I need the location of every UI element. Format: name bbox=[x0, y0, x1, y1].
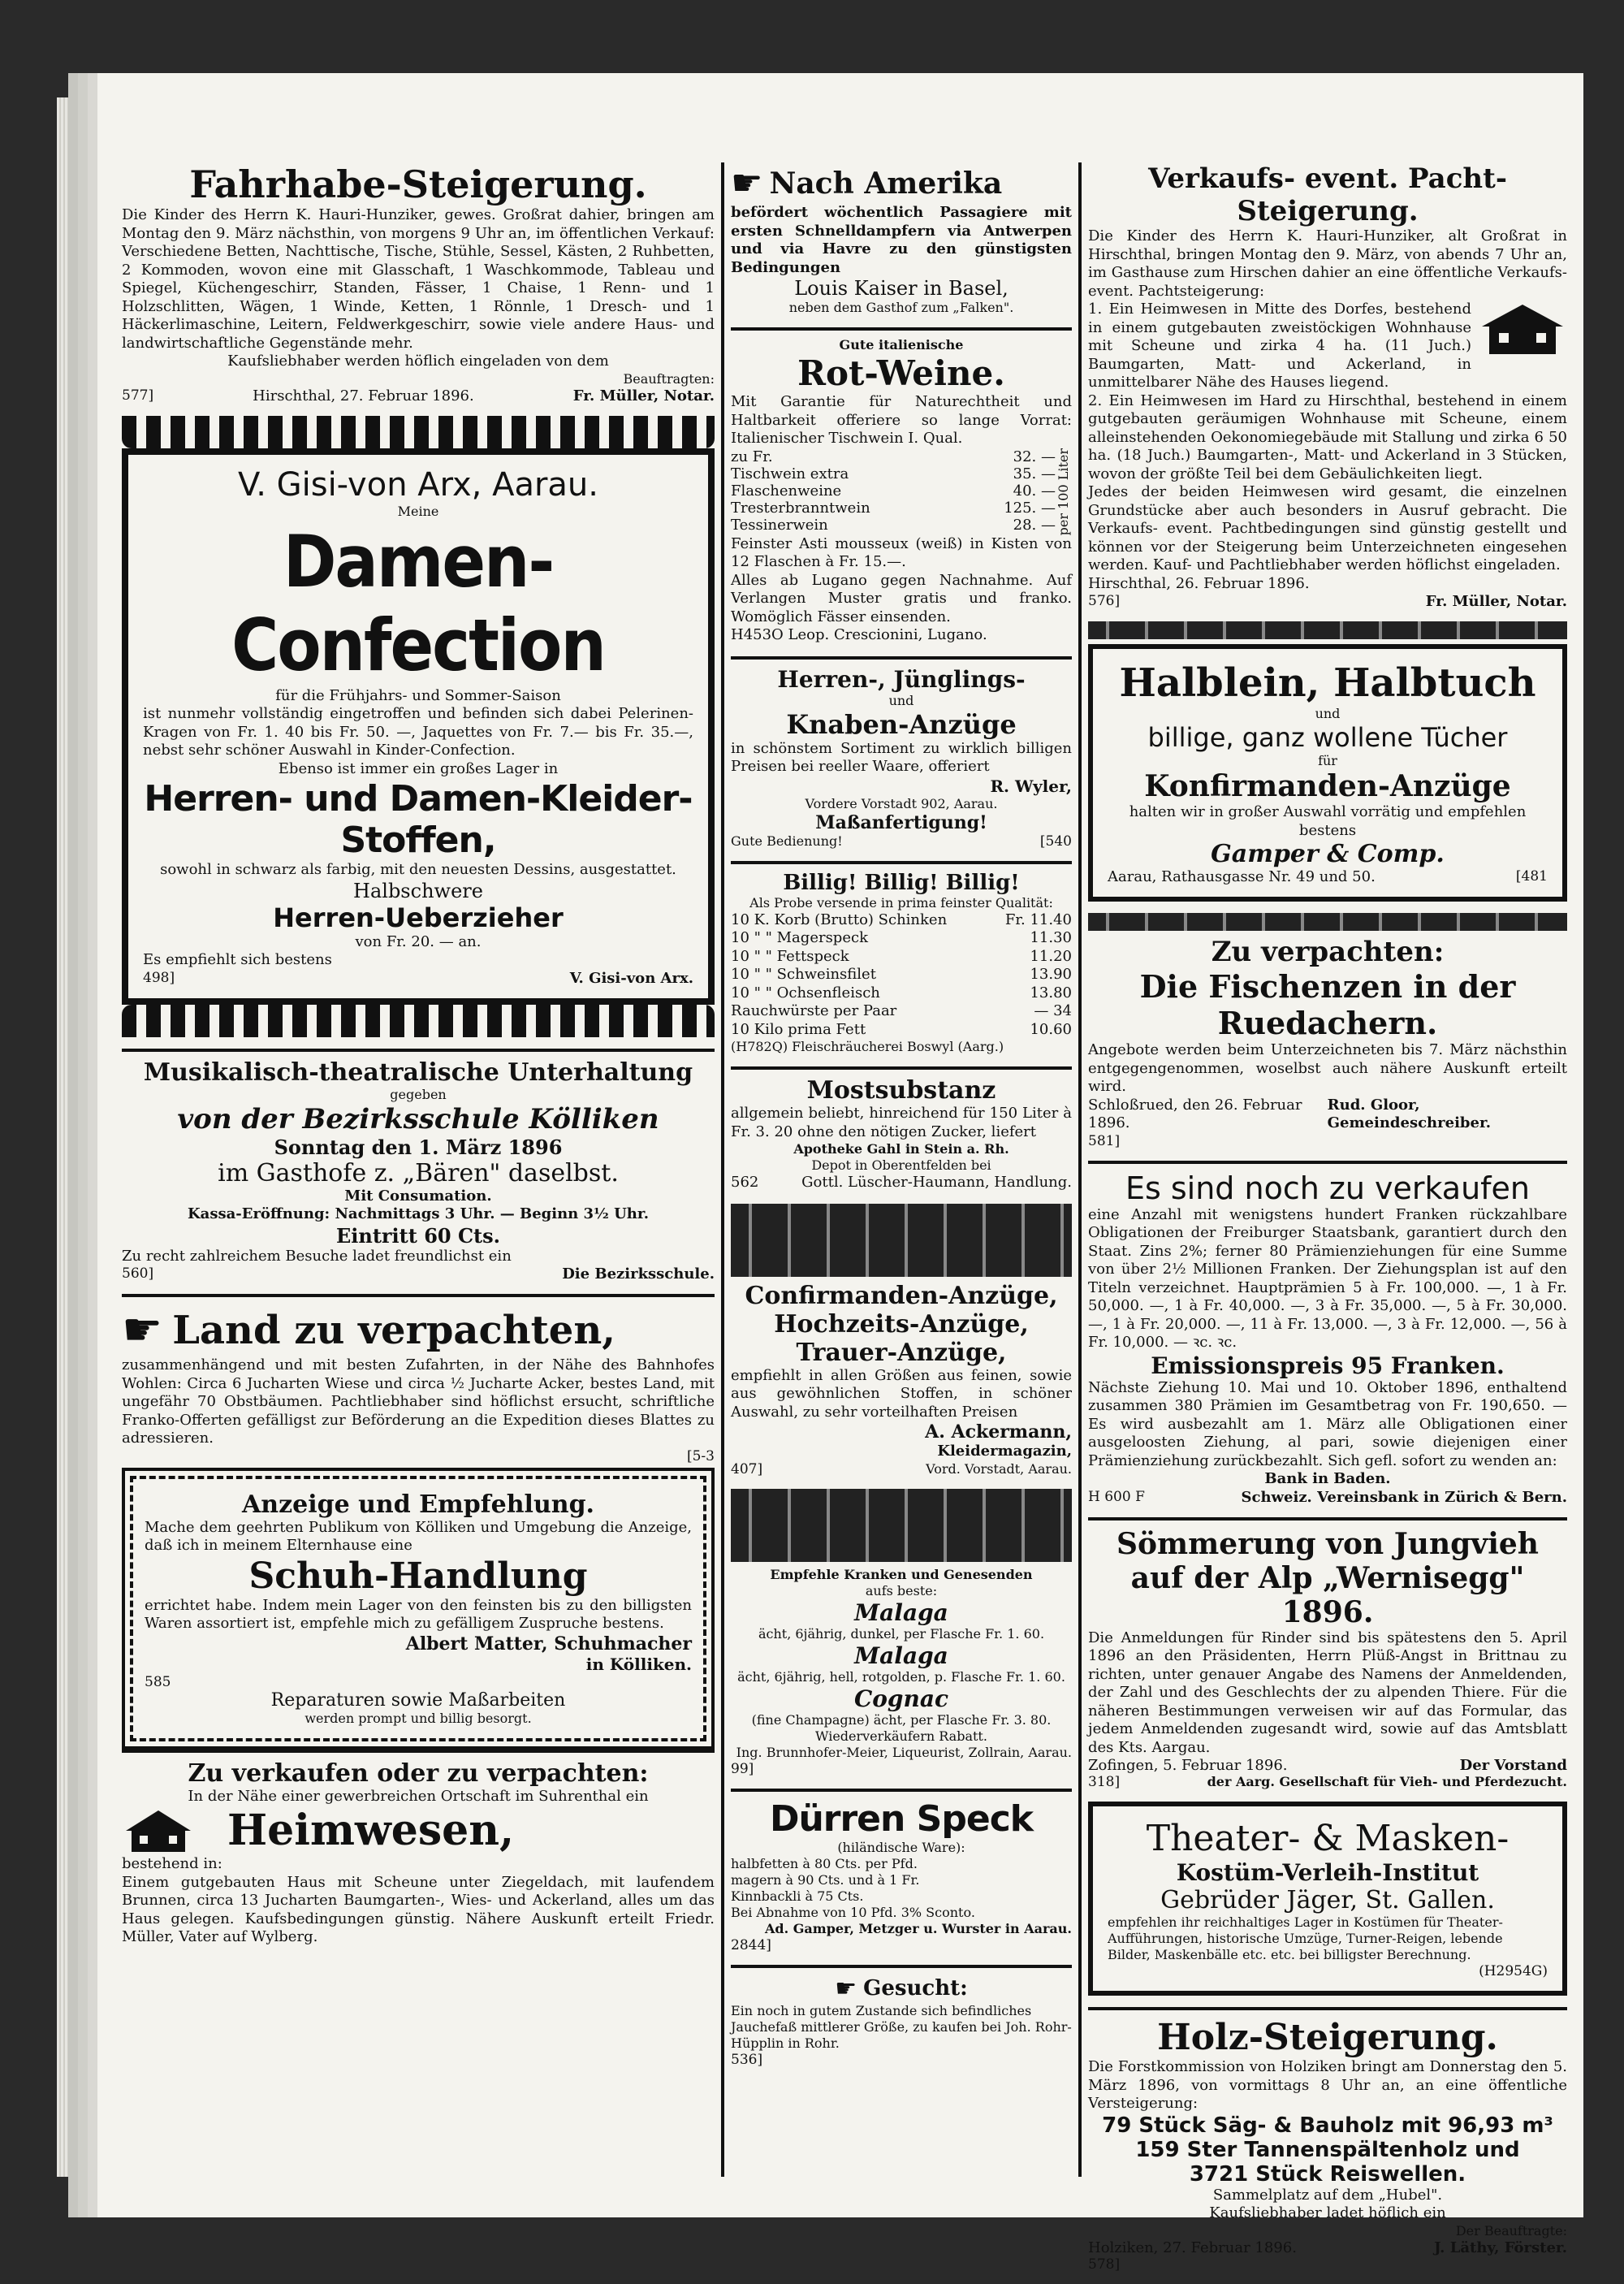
pointing-hand-icon: ☛ bbox=[835, 1974, 857, 2003]
issue-price: Emissionspreis 95 Franken. bbox=[1151, 1352, 1505, 1379]
ad-text: Mache dem geehrten Publikum von Kölliken und Umgebung die Anzeige, daß ich in meinem Elternhause eine bbox=[145, 1518, 692, 1554]
ad-malaga bbox=[731, 1567, 1072, 1777]
decorative-header-band bbox=[122, 416, 715, 448]
firm-address: Vord. Vorstadt, Aarau. bbox=[926, 1460, 1072, 1477]
ad-text: Mit Garantie für Naturechtheit und Haltbarkeit offeriere so lange Vorrat: Italienischer Tischwein I. Qual. bbox=[731, 393, 1072, 447]
ad-gamper-halblein bbox=[1088, 644, 1567, 902]
agent-label: Der Beauftragte: bbox=[1455, 2222, 1567, 2239]
place-date: Holziken, 27. Februar 1896. bbox=[1088, 2239, 1297, 2256]
divider bbox=[1088, 1161, 1567, 1164]
ad-text-2: Nächste Ziehung 10. Mai und 10. Oktober 1896, enthaltend zusammen 380 Prämien im Gesamtbetrag von Fr. 190,650. — Es wird ausbezahlt am 1. März alle Obligationen einer ausgeloosten Ziehung, al pari, sowie diejenigen einer Prämienziehung zurückbezahlt. Sich gefl. sofort zu wenden an: bbox=[1088, 1378, 1567, 1469]
fuer-label: für bbox=[1318, 753, 1337, 768]
decorative-footer-band bbox=[122, 1005, 715, 1037]
newspaper-page bbox=[97, 73, 1583, 2273]
ad-title: Die Fischenzen in der Ruedachern. bbox=[1139, 968, 1516, 1041]
ad-subtitle: Als Probe versende in prima feinster Qualität: bbox=[749, 894, 1053, 911]
ad-text: halten wir in großer Auswahl vorrätig und empfehlen bestens bbox=[1129, 803, 1527, 839]
consumation: Mit Consumation. bbox=[344, 1187, 492, 1205]
terms: Jedes der beiden Heimwesen wird gesamt, die einzelnen Grundstücke aber auch besonders in Ausruf gebracht. Die Verkaufs- event. Pachtbedingungen sind günstig gestellt und können vor der Steigerung beim Unterzeichneten eingesehen werden. Kauf- und Pachtliebhaber werden höflichst eingeladen. bbox=[1088, 483, 1567, 573]
invite-line: Zu recht zahlreichem Besuche ladet freundlichst ein bbox=[122, 1247, 512, 1265]
signature-place: in Kölliken. bbox=[585, 1654, 692, 1674]
ad-text: Ein noch in gutem Zustande sich befindliches Jauchefaß mittlerer Größe, zu kaufen bei Joh. Rohr-Hüpplin in Rohr. bbox=[731, 2002, 1072, 2051]
firm-address: neben dem Gasthof zum „Falken". bbox=[788, 300, 1014, 315]
consisting-label: bestehend in: bbox=[122, 1855, 222, 1872]
halbschwere-label: Halbschwere bbox=[353, 879, 483, 902]
season-line: für die Frühjahrs- und Sommer-Saison bbox=[275, 686, 561, 704]
ad-text-2: Ebenso ist immer ein großes Lager in bbox=[278, 759, 559, 777]
made-to-measure: Maßanfertigung! bbox=[815, 811, 987, 833]
firm-name: Gebrüder Jäger, St. Gallen. bbox=[1160, 1886, 1495, 1914]
headline-heimwesen: Heimwesen, bbox=[227, 1806, 515, 1855]
ad-number: 576] bbox=[1088, 593, 1121, 609]
ad-title-2: auf der Alp „Wernisegg" 1896. bbox=[1130, 1560, 1525, 1629]
product-desc: ächt, 6jährig, dunkel, per Flasche Fr. 1. 60. bbox=[758, 1625, 1045, 1642]
discount-line: Bei Abnahme von 10 Pfd. 3% Sconto. bbox=[731, 1904, 975, 1920]
ad-title: Theater- & Masken- bbox=[1146, 1818, 1510, 1859]
ad-number: 536] bbox=[731, 2051, 763, 2068]
headline-damen-confection: Damen-Confection bbox=[231, 519, 605, 687]
ad-text: befördert wöchentlich Passagiere mit ersten Schnelldampfern via Antwerpen und via Havre zu den günstigsten Bedingungen bbox=[731, 204, 1072, 276]
list-item: Tessinerwein 28. — bbox=[731, 516, 1056, 534]
decorative-ornament-band bbox=[731, 1489, 1072, 1562]
ad-title: Fahrhabe-Steigerung. bbox=[189, 162, 647, 206]
ad-title: Musikalisch-theatralische Unterhaltung bbox=[143, 1058, 693, 1087]
ad-text: ist nunmehr vollständig eingetroffen und befinden sich dabei Pelerinen-Kragen von Fr. 1. 40 bis Fr. 50. —, Jaquettes von Fr. 7.— bis Fr. 35.—, nebst sehr schöner Auswahl in Kinder-Confection. bbox=[143, 705, 693, 759]
price-line: von Fr. 20. — an. bbox=[355, 932, 482, 950]
product-malaga: Malaga bbox=[854, 1598, 948, 1626]
list-item: 10 Kilo prima Fett 10.60 bbox=[731, 1020, 1072, 1038]
ad-number: 407] bbox=[731, 1460, 763, 1477]
ad-title: Halblein, Halbtuch bbox=[1119, 660, 1536, 706]
ad-nach-amerika bbox=[731, 162, 1072, 316]
place-date: Hirschthal, 26. Februar 1896. bbox=[1088, 574, 1310, 592]
decorative-ornament-band bbox=[1088, 621, 1567, 639]
ad-number: [5-3 bbox=[686, 1447, 715, 1464]
column-rule bbox=[721, 162, 724, 2177]
divider bbox=[122, 1049, 715, 1052]
ad-title: Nach Amerika bbox=[769, 166, 1003, 201]
signature: Apotheke Gahl in Stein a. Rh. bbox=[793, 1141, 1009, 1157]
divider bbox=[731, 327, 1072, 331]
ad-title: Anzeige und Empfehlung. bbox=[242, 1490, 594, 1519]
ad-text-2: errichtet habe. Indem mein Lager von den feinsten bis zu den billigsten Waren assortiert ist, empfehle mich zu gefälligem Zuspruche bestens. bbox=[145, 1596, 692, 1632]
depot-name: Gottl. Lüscher-Haumann, Handlung. bbox=[801, 1174, 1072, 1192]
ad-title-2: Knaben-Anzüge bbox=[786, 708, 1017, 740]
firm-name: A. Ackermann, bbox=[925, 1421, 1072, 1443]
firm-address: Vordere Vorstadt 902, Aarau. bbox=[805, 795, 998, 811]
list-item: 10 " " Fettspeck 11.20 bbox=[731, 947, 1072, 965]
ad-text-3: sowohl in schwarz als farbig, mit den neuesten Dessins, ausgestattet. bbox=[160, 861, 676, 878]
ad-text: zusammenhängend und mit besten Zufahrten, in der Nähe des Bahnhofes Wohlen: Circa 6 Jucharten Wiese und circa ½ Jucharte Acker, bestes Land, mit ungefähr 70 Obstbäumen. Pachtliebhaber sind höflichst ersucht, schriftliche Franko-Offerten gefälligst zur Beförderung an die Expedition dieses Blattes zu adressieren. bbox=[122, 1356, 715, 1447]
ad-pre: Gute italienische bbox=[839, 337, 964, 353]
ad-gisi-von-arx bbox=[122, 416, 715, 1037]
stacked-page-edges bbox=[57, 97, 97, 2177]
ad-title: Herren-, Jünglings- bbox=[777, 665, 1026, 693]
price-line: magern à 90 Cts. und à 1 Fr. bbox=[731, 1871, 920, 1888]
signature: Die Bezirksschule. bbox=[562, 1265, 715, 1283]
ad-title: Mostsubstanz bbox=[806, 1076, 996, 1105]
list-item: Flaschenweine 40. — bbox=[731, 482, 1056, 500]
ad-text: empfiehlt in allen Größen aus feinen, sowie aus gewöhnlichen Stoffen, in schöner Auswahl, zu sehr vorteilhaften Preisen bbox=[731, 1366, 1072, 1421]
ad-text: eine Anzahl mit wenigstens hundert Franken rückzahlbare Obligationen der Freiburger Staatsbank, garantiert durch den Staat. Zins 2%; ferner 80 Prämienziehungen für eine Summe von über 2½ Millionen Franken. Der Ziehungsplan ist auf den Titeln verzeichnet. Hauptprämien 5 à Fr. 100,000. —, 1 à Fr. 50,000. —, 1 à Fr. 40,000. —, 3 à Fr. 35,000. —, 5 à Fr. 30,000. —, 1 à Fr. 20,000. —, 11 à Fr. 13,000. —, 3 à Fr. 12,000. —, 56 à Fr. 10,000. — ꝛc. ꝛc. bbox=[1088, 1205, 1567, 1351]
recommend-line: Es empfiehlt sich bestens bbox=[143, 951, 332, 968]
terms-line: Alles ab Lugano gegen Nachnahme. Auf Verlangen Muster gratis und franko. Womöglich Fässer einsenden. bbox=[731, 571, 1072, 625]
signature: Rud. Gloor, Gemeindeschreiber. bbox=[1327, 1096, 1492, 1131]
ad-title: Confirmanden-Anzüge, bbox=[745, 1281, 1058, 1310]
divider bbox=[122, 1294, 715, 1297]
ad-text: allgemein beliebt, hinreichend für 150 Liter à Fr. 3. 20 ohne den nötigen Zucker, liefert bbox=[731, 1105, 1072, 1140]
divider bbox=[122, 1750, 715, 1753]
lot-1: 79 Stück Säg- & Bauholz mit 96,93 m³ bbox=[1102, 2113, 1553, 2138]
divider bbox=[731, 656, 1072, 660]
ad-number: [540 bbox=[1039, 833, 1072, 850]
list-item: 10 " " Schweinsfilet 13.90 bbox=[731, 966, 1072, 984]
ad-holz-steigerung bbox=[1088, 2017, 1567, 2273]
ad-title: Es sind noch zu verkaufen bbox=[1125, 1170, 1531, 1206]
firm-name: Gamper & Comp. bbox=[1211, 840, 1445, 868]
ad-title: Zu verkaufen oder zu verpachten: bbox=[188, 1758, 649, 1788]
ad-musik-unterhaltung bbox=[122, 1058, 715, 1283]
divider bbox=[731, 1066, 1072, 1070]
ad-text: Die Kinder des Herrn K. Hauri-Hunziker, gewes. Großrat dahier, bringen am Montag den 9. März nächsthin, von morgens 9 Uhr an, im öffentlichen Verkauf: Verschiedene Betten, Nachttische, Tische, Stühle, Sessel, Kästen, 2 Ruhbetten, 2 Kommoden, wovon eine mit Glasschaft, 1 Waschkommode, Tableau und Spiegel, Küchengeschirr, Standen, Fässer, 1 Chaise, 1 Renn- und 1 Holzschlitten, Wägen, 1 Winde, Ketten, 1 Rönnle, 1 Dresch- und 1 Häckerlimaschine, Leitern, Feldwerkgeschirr, sowie viele andere Haus- und landwirtschaftliche Gegenstände mehr. bbox=[122, 206, 715, 352]
ad-number: 578] bbox=[1088, 2256, 1121, 2273]
ad-number: 581] bbox=[1088, 1132, 1121, 1149]
decorative-ornament-band bbox=[1088, 913, 1567, 931]
divider bbox=[1088, 2007, 1567, 2010]
ad-wyler bbox=[731, 666, 1072, 850]
ad-schuh-handlung bbox=[130, 1476, 706, 1741]
ad-text: Die Kinder des Herrn K. Hauri-Hunziker, alt Großrat in Hirschthal, bringen Montag den 9. März, von abends 7 Uhr an, im Gasthause zum Hirschen dahier an eine öffentliche Verkaufs- event. Pachtsteigerung: bbox=[1088, 227, 1567, 300]
firm-address: Aarau, Rathausgasse Nr. 49 und 50. bbox=[1108, 868, 1376, 885]
meine-label: Meine bbox=[397, 503, 439, 519]
ad-title: Sömmerung von Jungvieh bbox=[1116, 1526, 1539, 1561]
ad-title: Land zu verpachten, bbox=[172, 1307, 615, 1353]
ad-number: 99] bbox=[731, 1760, 754, 1777]
product-desc: ächt, 6jährig, hell, rotgolden, p. Flasche Fr. 1. 60. bbox=[737, 1668, 1065, 1685]
ad-subtitle: (hiländische Ware): bbox=[837, 1839, 965, 1855]
firm-type: Kleidermagazin, bbox=[937, 1443, 1072, 1460]
ad-fischenzen bbox=[1088, 936, 1567, 1149]
ad-title: Gesucht: bbox=[863, 1976, 968, 2001]
agent-label: Beauftragten: bbox=[623, 370, 715, 387]
ad-theater-masken bbox=[1088, 1802, 1567, 1996]
ad-number: H 600 F bbox=[1088, 1488, 1145, 1505]
ad-duerren-speck bbox=[731, 1798, 1072, 1953]
list-item: 10 " " Ochsenfleisch 13.80 bbox=[731, 984, 1072, 1001]
house-icon bbox=[122, 1806, 195, 1855]
ad-number: 560] bbox=[122, 1265, 154, 1282]
repair-line-2: werden prompt und billig besorgt. bbox=[304, 1710, 532, 1726]
ad-text: in schönstem Sortiment zu wirklich billigen Preisen bei reeller Waare, offeriert bbox=[731, 739, 1072, 776]
signature: Ing. Brunnhofer-Meier, Liqueurist, Zollrain, Aarau. bbox=[736, 1744, 1072, 1760]
ad-pacht-steigerung bbox=[1088, 162, 1567, 610]
column-right bbox=[1088, 162, 1567, 2284]
signature: H453O Leop. Crescionini, Lugano. bbox=[731, 626, 987, 644]
ad-text: empfehlen ihr reichhaltiges Lager in Kostümen für Theater-Aufführungen, historische Umzüge, Turner-Reigen, lebende Bilder, Maskenbälle etc. etc. bei billigster Berechnung. bbox=[1108, 1914, 1503, 1962]
bank-1: Bank in Baden. bbox=[1264, 1470, 1391, 1487]
ad-number: [481 bbox=[1515, 868, 1548, 885]
firm-name: V. Gisi-von Arx, Aarau. bbox=[237, 465, 598, 504]
signature: V. Gisi-von Arx. bbox=[569, 969, 693, 987]
pointing-hand-icon: ☛ bbox=[731, 162, 763, 204]
place-date: Schloßrued, den 26. Februar 1896. bbox=[1088, 1096, 1302, 1131]
signature: (H782Q) Fleischräucherei Boswyl (Aarg.) bbox=[731, 1039, 1004, 1055]
ad-mostsubstanz bbox=[731, 1076, 1072, 1192]
wine-price-list bbox=[731, 448, 1056, 535]
firm-name: Louis Kaiser in Basel, bbox=[794, 277, 1009, 300]
signature: Der Vorstand bbox=[1459, 1757, 1567, 1774]
event-place: im Gasthofe z. „Bären" daselbst. bbox=[218, 1158, 619, 1187]
ad-invite: Kaufsliebhaber werden höflich eingeladen von dem bbox=[227, 353, 609, 370]
good-service: Gute Bedienung! bbox=[731, 833, 843, 849]
entry-fee: Eintritt 60 Cts. bbox=[335, 1223, 501, 1248]
organizer: von der Bezirksschule Kölliken bbox=[177, 1102, 659, 1136]
decorative-ornament-band bbox=[731, 1204, 1072, 1277]
ad-number: 577] bbox=[122, 387, 154, 404]
ad-subtitle: In der Nähe einer gewerbreichen Ortschaft im Suhrenthal ein bbox=[188, 1787, 649, 1805]
signature: Fr. Müller, Notar. bbox=[1425, 593, 1567, 610]
signature: J. Läthy, Förster. bbox=[1434, 2239, 1567, 2256]
list-item: Tresterbranntwein 125. — bbox=[731, 499, 1056, 517]
ad-text: Angebote werden beim Unterzeichneten bis 7. März nächsthin entgegengenommen, woselbst auch nähere Auskunft erteilt wird. bbox=[1088, 1041, 1567, 1095]
price-line: halbfetten à 80 Cts. per Pfd. bbox=[731, 1855, 918, 1871]
given-label: gegeben bbox=[390, 1086, 447, 1102]
firm-name: R. Wyler, bbox=[990, 776, 1072, 796]
ad-pre-2: aufs beste: bbox=[865, 1582, 938, 1598]
meeting-point: Sammelplatz auf dem „Hubel". bbox=[1212, 2186, 1443, 2204]
ad-number: 318] bbox=[1088, 1774, 1121, 1790]
ad-text: Einem gutgebauten Haus mit Scheune unter Ziegeldach, mit laufendem Brunnen, circa 13 Jucharten Baumgarten-, Wies- und Ackerland, alles um das Haus gelegen. Kaufsbedingungen günstig. Nähere Auskunft erteilt Friedr. Müller, Vater auf Wylberg. bbox=[122, 1873, 715, 1945]
ad-title: Dürren Speck bbox=[769, 1797, 1034, 1840]
ad-title: Verkaufs- event. Pacht-Steigerung. bbox=[1148, 162, 1507, 227]
agent-signature: Fr. Müller, Notar. bbox=[572, 387, 715, 404]
ad-pre: Zu verpachten: bbox=[1211, 936, 1445, 968]
invite-line: Kaufsliebhaber ladet höflich ein bbox=[1209, 2204, 1446, 2221]
ad-title-2: Hochzeits-Anzüge, bbox=[774, 1309, 1029, 1339]
ad-land-verpachten bbox=[122, 1304, 715, 1464]
column-left bbox=[122, 162, 715, 1958]
list-item: zu Fr. 32. — bbox=[731, 448, 1056, 465]
ad-pre: Empfehle Kranken und Genesenden bbox=[770, 1566, 1033, 1582]
ad-title: Holz-Steigerung. bbox=[1157, 2017, 1498, 2058]
bank-2: Schweiz. Vereinsbank in Zürich & Bern. bbox=[1241, 1488, 1567, 1506]
ad-title-3: Trauer-Anzüge, bbox=[796, 1338, 1007, 1367]
ad-fahrhabe-steigerung bbox=[122, 162, 715, 404]
list-item: 10 K. Korb (Brutto) Schinken Fr. 11.40 bbox=[731, 911, 1072, 928]
ad-number: 585 bbox=[145, 1673, 171, 1690]
ad-text: Die Anmeldungen für Rinder sind bis spätestens den 5. April 1896 an den Präsidenten, Herrn Plüß-Angst in Brittnau zu richten, unter genauer Angabe des Namens der Anmeldenden, der Zahl und des Geschlechts der zu alpenden Thiere. Für die näheren Bestimmungen verweisen wir auf das Formular, das jedem Anmeldenden zugesandt wird, sowie auf das Amtsblatt des Kts. Aargau. bbox=[1088, 1629, 1567, 1756]
list-item: Tischwein extra 35. — bbox=[731, 465, 1056, 482]
ad-gesucht bbox=[731, 1975, 1072, 2068]
ad-obligationen bbox=[1088, 1170, 1567, 1506]
divider bbox=[1088, 1517, 1567, 1521]
ad-title: Billig! Billig! Billig! bbox=[783, 870, 1020, 895]
event-date: Sonntag den 1. März 1896 bbox=[274, 1135, 563, 1159]
place-date: Hirschthal, 27. Februar 1896. bbox=[253, 387, 474, 404]
herren-ueberzieher: Herren-Ueberzieher bbox=[273, 902, 564, 933]
ad-number: 498] bbox=[143, 969, 175, 986]
headline-kleider-stoffen: Herren- und Damen-Kleider-Stoffen, bbox=[144, 778, 693, 861]
property-2: 2. Ein Heimwesen im Hard zu Hirschthal, bestehend in einem gutgebauten geräumigen Wohnhause mit Scheune, einem alleinstehenden Oekonomiegebäude mit Stallung und zirka 6 50 ha. (18 Juch.) Baumgarten-, Matt- und Ackerland in 3 Stücken, wovon der größte Teil bei dem Gebäulichkeiten liegt. bbox=[1088, 391, 1567, 482]
asti-line: Feinster Asti mousseux (weiß) in Kisten von 12 Flaschen à Fr. 15.—. bbox=[731, 534, 1072, 571]
lot-2: 159 Ster Tannenspältenholz und bbox=[1135, 2137, 1520, 2162]
signature: Albert Matter, Schuhmacher bbox=[405, 1633, 692, 1655]
und-label: und bbox=[888, 692, 914, 708]
column-middle bbox=[731, 162, 1072, 2079]
unit-label: per 100 Liter bbox=[1056, 448, 1071, 535]
product-desc: (fine Champagne) ächt, per Flasche Fr. 3. 80. Wiederverkäufern Rabatt. bbox=[751, 1711, 1052, 1744]
price-line: Kinnbackli à 75 Cts. bbox=[731, 1888, 864, 1904]
depot-line: Depot in Oberentfelden bei bbox=[811, 1157, 991, 1174]
list-item: 10 " " Magerspeck 11.30 bbox=[731, 929, 1072, 947]
ad-title-2: Konfirmanden-Anzüge bbox=[1144, 769, 1511, 803]
ad-subtitle: Kostüm-Verleih-Institut bbox=[1176, 1859, 1479, 1886]
product-malaga-2: Malaga bbox=[854, 1642, 948, 1669]
und-label: und bbox=[1315, 706, 1341, 721]
divider bbox=[731, 1789, 1072, 1792]
headline-schuh-handlung: Schuh-Handlung bbox=[248, 1555, 588, 1597]
list-item: Rauchwürste per Paar — 34 bbox=[731, 1002, 1072, 1020]
pointing-hand-icon: ☛ bbox=[122, 1304, 163, 1356]
ad-rot-weine bbox=[731, 337, 1072, 645]
ad-number: 2844] bbox=[731, 1936, 771, 1953]
ad-number: (H2954G) bbox=[1479, 1963, 1548, 1979]
column-rule bbox=[1078, 162, 1082, 2177]
ad-heimwesen bbox=[122, 1759, 715, 1947]
ad-subtitle: billige, ganz wollene Tücher bbox=[1147, 722, 1508, 753]
opening-times: Kassa-Eröffnung: Nachmittags 3 Uhr. — Beginn 3½ Uhr. bbox=[188, 1205, 649, 1222]
signature: Ad. Gamper, Metzger u. Wurster in Aarau. bbox=[764, 1920, 1072, 1936]
divider bbox=[731, 1965, 1072, 1968]
property-1: 1. Ein Heimwesen in Mitte des Dorfes, bestehend in einem gutgebauten zweistöckigen Wohnhause mit Scheune und zirka 4 ha. (11 Juch.) Baumgarten, Matt- und Ackerland, in unmittelbarer Nähe des Hauses liegend. bbox=[1088, 301, 1471, 391]
ad-number: 562 bbox=[731, 1174, 759, 1192]
product-cognac: Cognac bbox=[853, 1685, 949, 1712]
divider bbox=[731, 861, 1072, 864]
repair-line: Reparaturen sowie Maßarbeiten bbox=[270, 1689, 566, 1711]
ad-title: Rot-Weine. bbox=[797, 353, 1005, 393]
ad-ackermann bbox=[731, 1282, 1072, 1477]
ad-billig bbox=[731, 871, 1072, 1056]
ad-jungvieh bbox=[1088, 1527, 1567, 1791]
lot-3: 3721 Stück Reiswellen. bbox=[1189, 2161, 1466, 2187]
house-icon bbox=[1478, 301, 1567, 357]
ad-text: Die Forstkommission von Holziken bringt am Donnerstag den 5. März 1896, von vormittags 8 Uhr an, an eine öffentliche Versteigerung: bbox=[1088, 2058, 1567, 2112]
place-date: Zofingen, 5. Februar 1896. bbox=[1088, 1757, 1288, 1774]
signature-2: der Aarg. Gesellschaft für Vieh- und Pferdezucht. bbox=[1207, 1774, 1567, 1789]
